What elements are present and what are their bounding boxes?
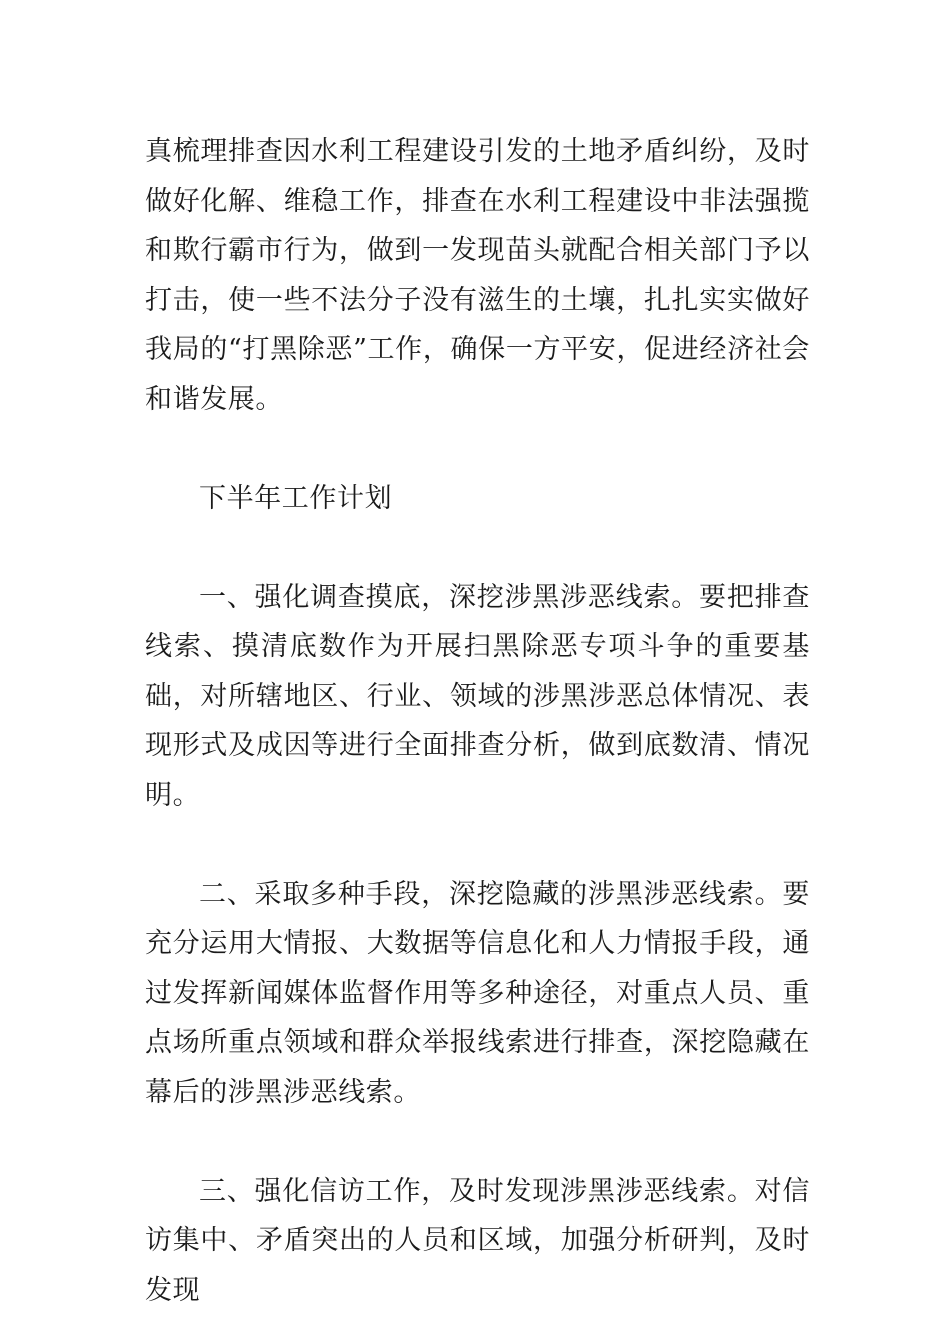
section-heading-second-half-plan: 下半年工作计划 xyxy=(199,482,393,514)
paragraph-item-3: 三、强化信访工作，及时发现涉黑涉恶线索。对信访集中、矛盾突出的人员和区域，加强分析研判，及时发现 xyxy=(145,1175,810,1306)
paragraph-item-2: 二、采取多种手段，深挖隐藏的涉黑涉恶线索。要充分运用大情报、大数据等信息化和人力情报手段，通过发挥新闻媒体监督作用等多种途径，对重点人员、重点场所重点领域和群众举报线索进行排查，深挖隐藏在幕后的涉黑涉恶线索。 xyxy=(145,878,810,1108)
document-body xyxy=(145,127,810,1315)
paragraph-item-1: 一、强化调查摸底，深挖涉黑涉恶线索。要把排查线索、摸清底数作为开展扫黑除恶专项斗争的重要基础，对所辖地区、行业、领域的涉黑涉恶总体情况、表现形式及成因等进行全面排查分析，做到底数清、情况明。 xyxy=(145,581,810,811)
paragraph-continuation: 真梳理排查因水利工程建设引发的土地矛盾纠纷，及时做好化解、维稳工作，排查在水利工程建设中非法强揽和欺行霸市行为，做到一发现苗头就配合相关部门予以打击，使一些不法分子没有滋生的土壤，扎扎实实做好我局的“打黑除恶”工作，确保一方平安，促进经济社会和谐发展。 xyxy=(145,136,810,415)
